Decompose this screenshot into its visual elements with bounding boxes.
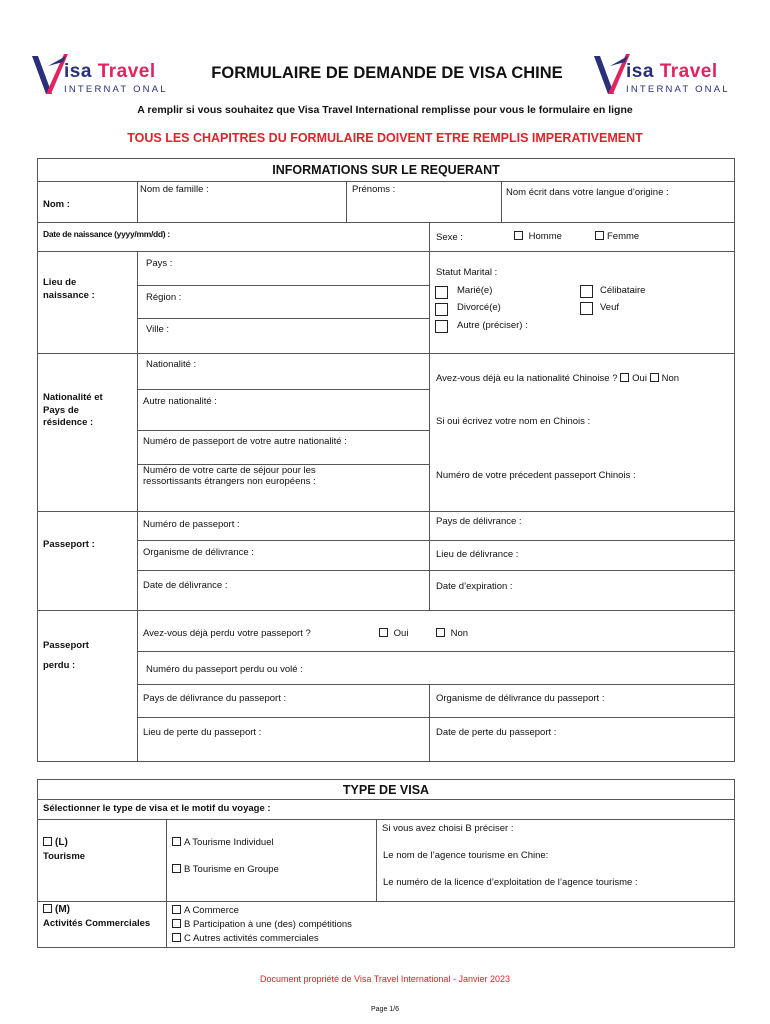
tourisme-option[interactable]: (L) [43,837,68,850]
passeport-perdu-label: Passeport perdu : [43,640,89,671]
checkbox-icon [172,864,181,873]
checkbox-icon[interactable] [620,373,629,382]
section-heading-requerant: INFORMATIONS SUR LE REQUERANT [272,163,500,177]
organisme-delivrance-field[interactable]: Organisme de délivrance : [143,547,254,558]
logo-subtitle: INTERNAT ONAL [64,84,168,95]
pays-naissance-field[interactable]: Pays : [146,258,173,269]
commerce-option-a[interactable]: A Commerce [172,905,239,916]
lieu-delivrance-field[interactable]: Lieu de délivrance : [436,549,519,560]
veuf-label: Veuf [600,302,620,313]
page-title: FORMULAIRE DE DEMANDE DE VISA CHINE [211,64,563,82]
veuf-checkbox[interactable] [580,302,593,315]
logo-right [592,50,742,98]
checkbox-icon [436,628,445,637]
commerce-option[interactable]: (M) [43,904,70,917]
prenoms-field[interactable]: Prénoms : [352,184,396,195]
checkbox-icon [514,231,523,240]
passeport-perdu-question: Avez-vous déjà perdu votre passeport ? [143,628,311,639]
checkbox-icon [43,837,52,846]
organisme-delivrance-perdu-field[interactable]: Organisme de délivrance du passeport : [436,693,605,704]
autre-statut-field[interactable]: Autre (préciser) : [457,320,528,331]
lieu-perte-field[interactable]: Lieu de perte du passeport : [143,727,262,738]
numero-passeport-perdu-field[interactable]: Numéro du passeport perdu ou volé : [146,664,303,675]
nom-chinois-field[interactable]: Si oui écrivez votre nom en Chinois : [436,416,591,427]
date-naissance-field[interactable]: Date de naissance (yyyy/mm/dd) : [43,229,170,239]
tourisme-b-note: Si vous avez choisi B préciser : [382,823,514,834]
passeport-autre-nationalite-field[interactable]: Numéro de passeport de votre autre nationalité : [143,436,347,447]
ville-naissance-field[interactable]: Ville : [146,324,170,335]
celibataire-label: Célibataire [600,285,646,296]
checkbox-icon [172,905,181,914]
divorce-checkbox[interactable] [435,303,448,316]
tourisme-groupe-option[interactable]: B Tourisme en Groupe [172,864,279,875]
tourisme-label: Tourisme [43,851,86,862]
divorce-label: Divorcé(e) [457,302,501,313]
warning-notice: TOUS LES CHAPITRES DU FORMULAIRE DOIVENT ETRE REMPLIS IMPERATIVEMENT [127,131,643,145]
carte-sejour-field[interactable]: Numéro de votre carte de séjour pour les ressortissants étrangers non européens : [143,465,316,487]
checkbox-icon[interactable] [650,373,659,382]
commerce-label: Activités Commerciales [43,918,151,929]
pays-delivrance-field[interactable]: Pays de délivrance : [436,516,522,527]
visa-select-label: Sélectionner le type de visa et le motif du voyage : [43,803,271,814]
tourisme-individuel-option[interactable]: A Tourisme Individuel [172,837,274,848]
marie-checkbox[interactable] [435,286,448,299]
nationalite-label: Nationalité et Pays de résidence : [43,392,103,428]
perdu-non-option[interactable]: Non [436,628,468,639]
sexe-label: Sexe : [436,232,463,243]
autre-nationalite-field[interactable]: Autre nationalité : [143,396,217,407]
autre-statut-checkbox[interactable] [435,320,448,333]
nom-origine-field[interactable]: Nom écrit dans votre langue d’origine : [506,187,669,198]
checkbox-icon [379,628,388,637]
section-heading-visa: TYPE DE VISA [342,783,430,797]
checkbox-icon [595,231,604,240]
page-number: Page 1/6 [370,1006,400,1013]
logo-word: isa Travel [626,61,718,82]
region-naissance-field[interactable]: Région : [146,292,182,303]
logo-subtitle: INTERNAT ONAL [626,84,730,95]
celibataire-checkbox[interactable] [580,285,593,298]
nom-famille-field[interactable]: Nom de famille : [140,184,209,195]
logo-word: isa Travel [64,61,156,82]
nationalite-field[interactable]: Nationalité : [146,359,197,370]
date-delivrance-field[interactable]: Date de délivrance : [143,580,228,591]
lieu-naissance-label: Lieu de naissance : [43,277,95,301]
date-perte-field[interactable]: Date de perte du passeport : [436,727,557,738]
numero-passeport-field[interactable]: Numéro de passeport : [143,519,240,530]
agence-licence-field[interactable]: Le numéro de la licence d’exploitation de l’agence tourisme : [383,877,638,888]
nationalite-chinoise-question: Avez-vous déjà eu la nationalité Chinoise ? Oui Non [436,373,680,384]
agence-nom-field[interactable]: Le nom de l’agence tourisme en Chine: [383,850,549,861]
marie-label: Marié(e) [457,285,493,296]
footer-ownership: Document propriété de Visa Travel International - Janvier 2023 [260,974,510,984]
commerce-option-c[interactable]: C Autres activités commerciales [172,933,319,944]
pays-delivrance-perdu-field[interactable]: Pays de délivrance du passeport : [143,693,287,704]
precedent-passeport-chinois-field[interactable]: Numéro de votre précedent passeport Chinois : [436,470,636,481]
statut-marital-label: Statut Marital : [436,267,498,278]
nom-label: Nom : [43,199,70,210]
checkbox-icon [43,904,52,913]
commerce-option-b[interactable]: B Participation à une (des) compétitions [172,919,352,930]
checkbox-icon [172,919,181,928]
perdu-oui-option[interactable]: Oui [379,628,408,639]
sexe-femme-option[interactable]: Femme [595,231,639,242]
date-expiration-field[interactable]: Date d’expiration : [436,581,513,592]
checkbox-icon [172,837,181,846]
passeport-label: Passeport : [43,539,95,550]
page-subtitle: A remplir si vous souhaitez que Visa Travel International remplisse pour vous le formulaire en ligne [137,104,633,116]
logo-left [30,50,180,98]
sexe-homme-option[interactable]: Homme [514,231,562,242]
checkbox-icon [172,933,181,942]
